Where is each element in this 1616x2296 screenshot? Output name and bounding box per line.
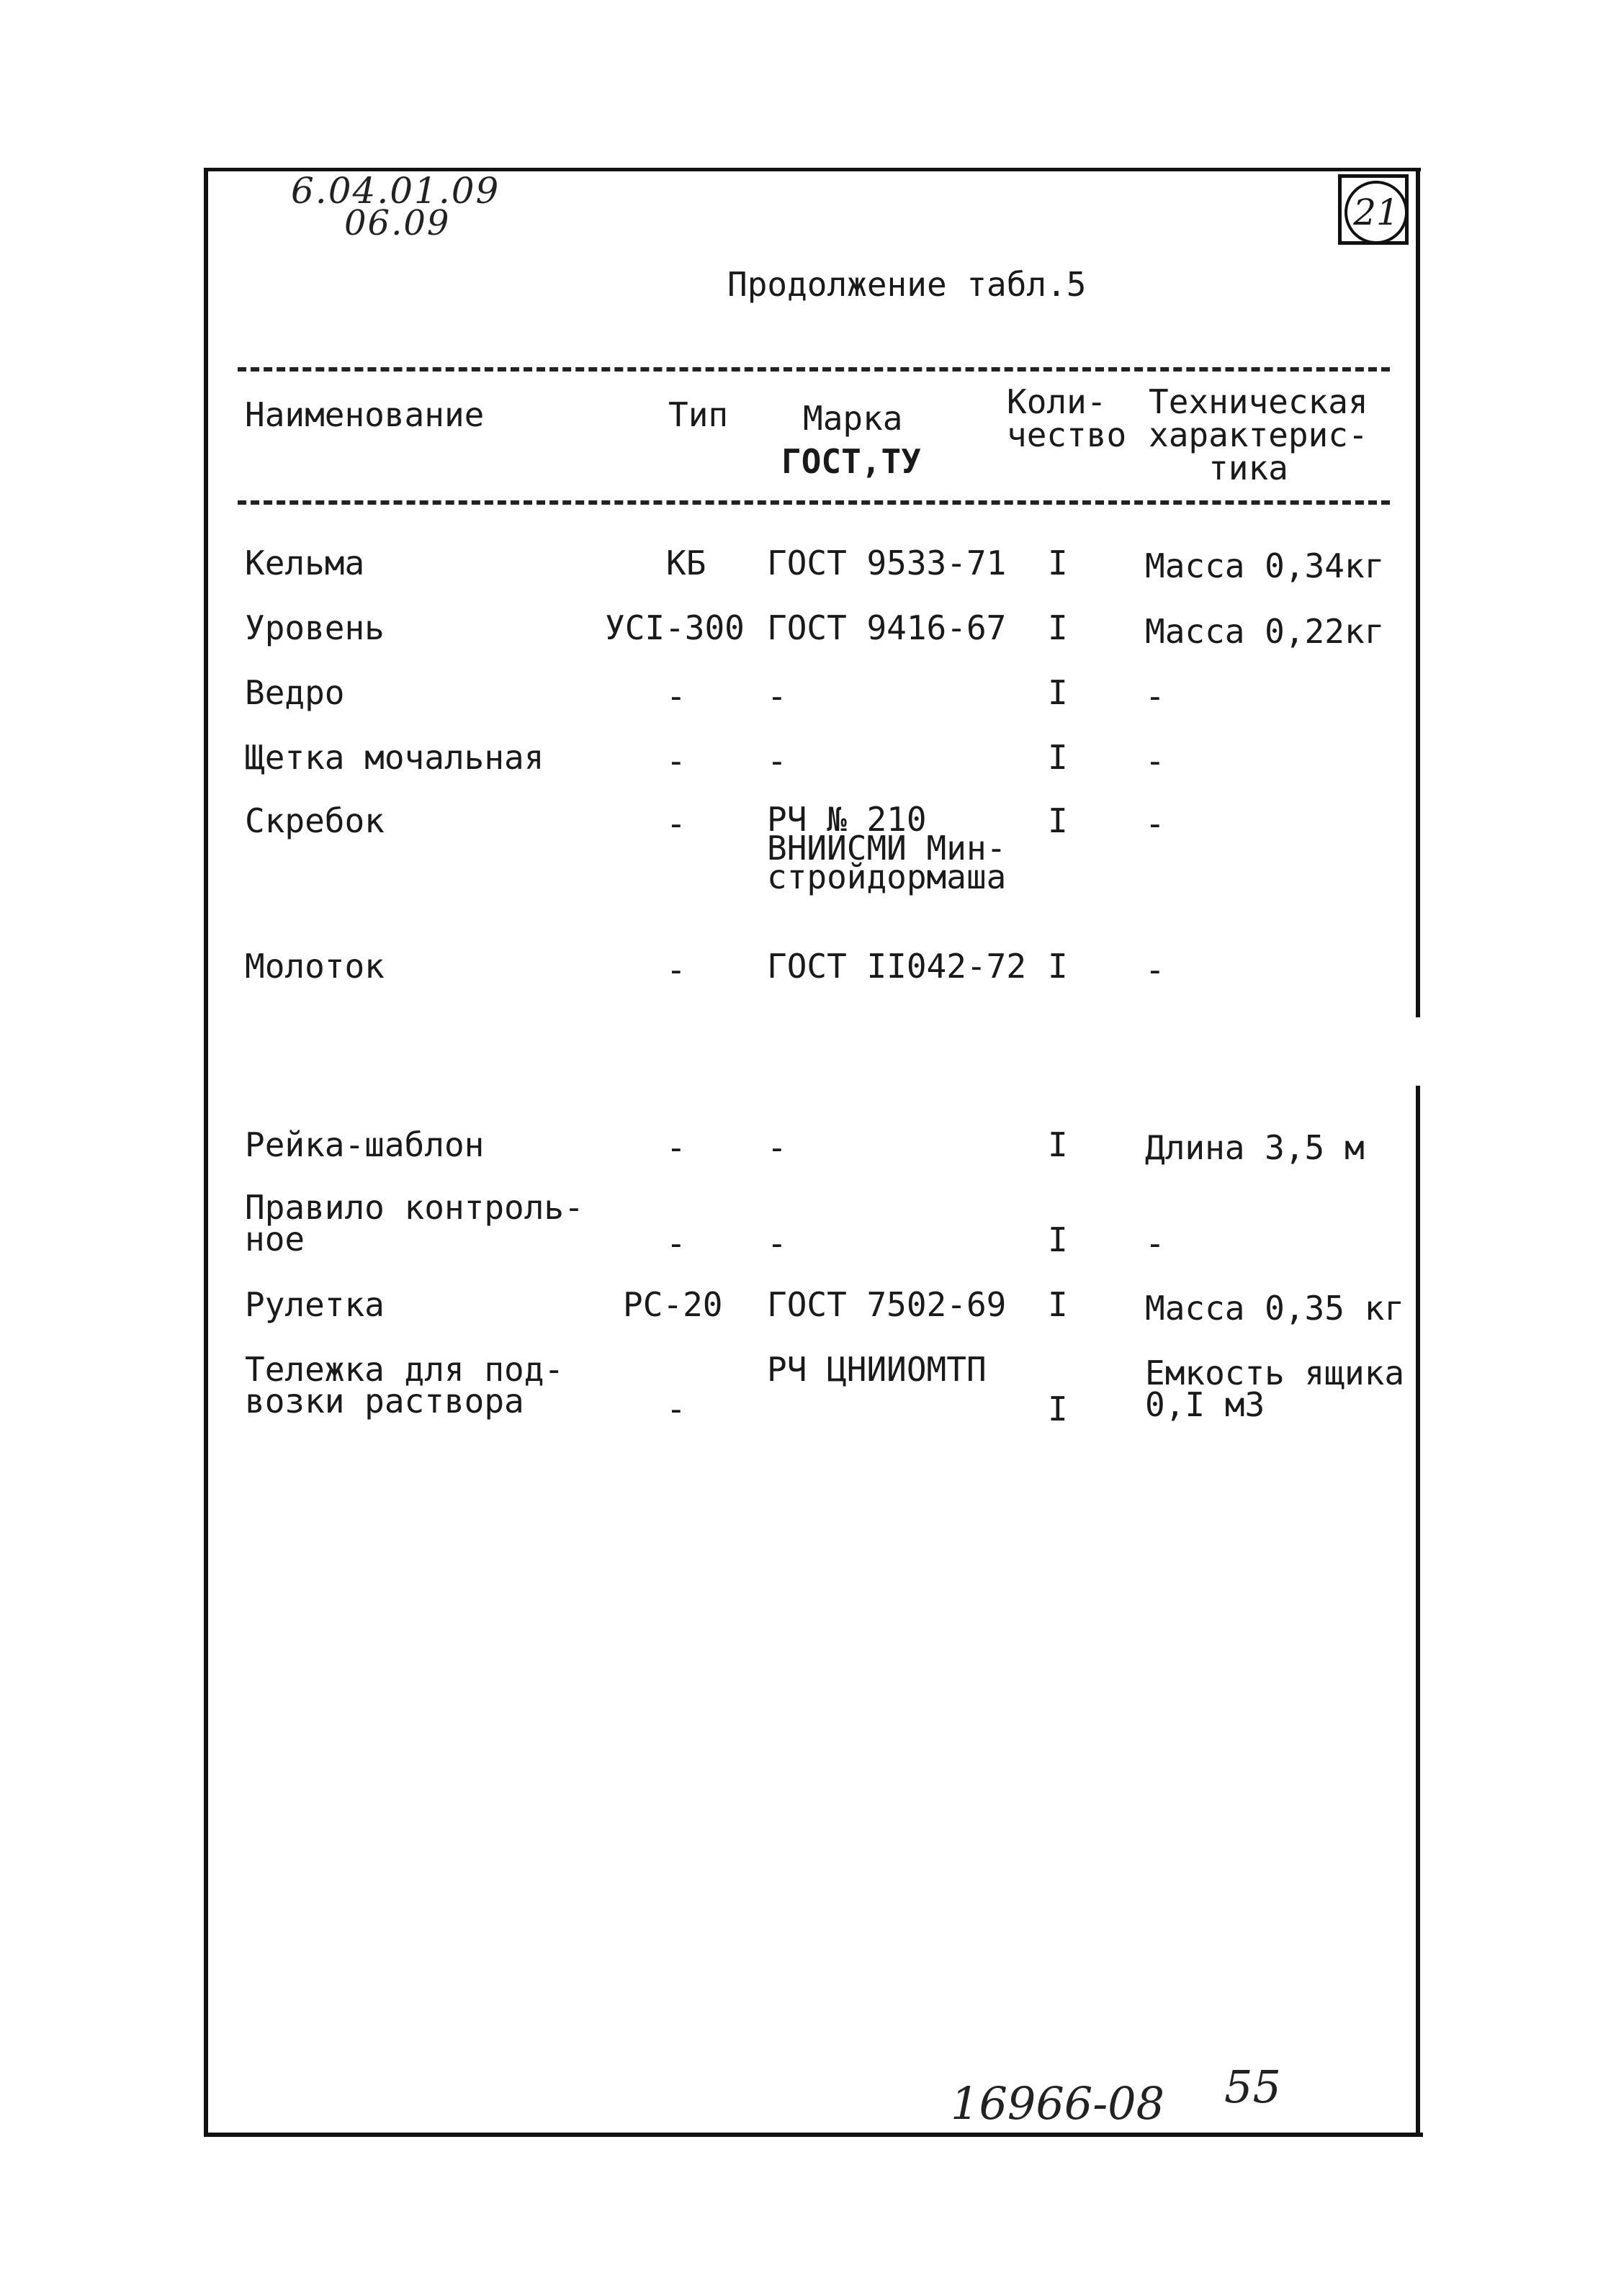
column-header-name: Наименование bbox=[245, 395, 485, 434]
row-4-name: Щетка мочальная bbox=[245, 738, 544, 777]
page-number-stamp bbox=[1338, 174, 1409, 245]
column-header-qty: Коли- чество bbox=[1007, 382, 1127, 454]
handwritten-sheet-number: 55 bbox=[1224, 2061, 1281, 2113]
row-3-mark: - bbox=[767, 677, 787, 716]
header-bottom-rule bbox=[238, 500, 1390, 505]
row-3-qty: I bbox=[1048, 673, 1068, 712]
row-5-type: - bbox=[666, 804, 686, 843]
frame-border-right-lower bbox=[1416, 1086, 1420, 2137]
row-9-name: Рулетка bbox=[245, 1285, 385, 1324]
row-1-tech: Масса 0,34кг bbox=[1145, 546, 1385, 585]
frame-border-right-upper bbox=[1416, 168, 1420, 1017]
handwritten-doc-number: 16966-08 bbox=[951, 2077, 1165, 2130]
row-10-tech: Емкость ящика 0,I м3 bbox=[1145, 1354, 1405, 1424]
row-4-mark: - bbox=[767, 742, 787, 780]
table-caption: Продолжение табл.5 bbox=[727, 265, 1087, 304]
row-6-type: - bbox=[666, 950, 686, 989]
row-9-qty: I bbox=[1048, 1285, 1068, 1324]
row-2-qty: I bbox=[1048, 608, 1068, 647]
row-7-qty: I bbox=[1048, 1125, 1068, 1164]
row-7-name: Рейка-шаблон bbox=[245, 1125, 485, 1164]
row-2-type: УСI-300 bbox=[605, 608, 745, 647]
row-8-qty: I bbox=[1048, 1220, 1068, 1259]
row-6-tech: - bbox=[1145, 950, 1165, 989]
row-1-name: Кельма bbox=[245, 544, 365, 582]
row-5-name: Скребок bbox=[245, 801, 385, 840]
column-header-mark: Марка bbox=[803, 399, 903, 438]
row-4-type: - bbox=[666, 742, 686, 780]
row-3-name: Ведро bbox=[245, 673, 345, 712]
row-10-qty: I bbox=[1048, 1390, 1068, 1428]
handwritten-code-1: 6.04.01.09 bbox=[291, 170, 500, 212]
column-header-tech: Техническая характерис- тика bbox=[1149, 382, 1368, 487]
row-6-name: Молоток bbox=[245, 947, 385, 986]
row-7-tech: Длина 3,5 м bbox=[1145, 1128, 1365, 1167]
row-7-type: - bbox=[666, 1128, 686, 1167]
row-4-tech: - bbox=[1145, 742, 1165, 780]
row-6-qty: I bbox=[1048, 947, 1068, 986]
row-8-type: - bbox=[666, 1224, 686, 1263]
row-4-qty: I bbox=[1048, 738, 1068, 777]
row-10-mark: РЧ ЦНИИОМТП bbox=[767, 1350, 987, 1389]
row-1-type: КБ bbox=[666, 544, 706, 582]
row-9-tech: Масса 0,35 кг bbox=[1145, 1289, 1405, 1328]
column-header-standard: ГОСТ,ТУ bbox=[781, 442, 921, 481]
row-5-tech: - bbox=[1145, 804, 1165, 843]
row-9-mark: ГОСТ 7502-69 bbox=[767, 1285, 1007, 1324]
handwritten-code-2: 06.09 bbox=[344, 203, 451, 243]
row-8-tech: - bbox=[1145, 1224, 1165, 1263]
row-7-mark: - bbox=[767, 1128, 787, 1167]
row-1-mark: ГОСТ 9533-71 bbox=[767, 544, 1007, 582]
row-2-tech: Масса 0,22кг bbox=[1145, 612, 1385, 651]
column-header-type: Тип bbox=[668, 395, 729, 434]
row-8-name: Правило контроль- ное bbox=[245, 1188, 584, 1259]
page-number: 21 bbox=[1345, 181, 1408, 244]
row-10-name: Тележка для под- возки раствора bbox=[245, 1350, 565, 1421]
row-10-type: - bbox=[666, 1390, 686, 1428]
row-5-qty: I bbox=[1048, 801, 1068, 840]
row-2-name: Уровень bbox=[245, 608, 385, 647]
row-2-mark: ГОСТ 9416-67 bbox=[767, 608, 1007, 647]
row-6-mark: ГОСТ II042-72 bbox=[767, 947, 1027, 986]
row-5-mark: РЧ № 210 ВНИИСМИ Мин- стройдормаша bbox=[767, 800, 1007, 896]
row-8-mark: - bbox=[767, 1224, 787, 1263]
frame-border-bottom bbox=[204, 2133, 1423, 2137]
frame-border-left bbox=[204, 168, 208, 2137]
header-top-rule bbox=[238, 367, 1390, 372]
row-1-qty: I bbox=[1048, 544, 1068, 582]
row-3-type: - bbox=[666, 677, 686, 716]
row-3-tech: - bbox=[1145, 677, 1165, 716]
row-9-type: РС-20 bbox=[623, 1285, 723, 1324]
